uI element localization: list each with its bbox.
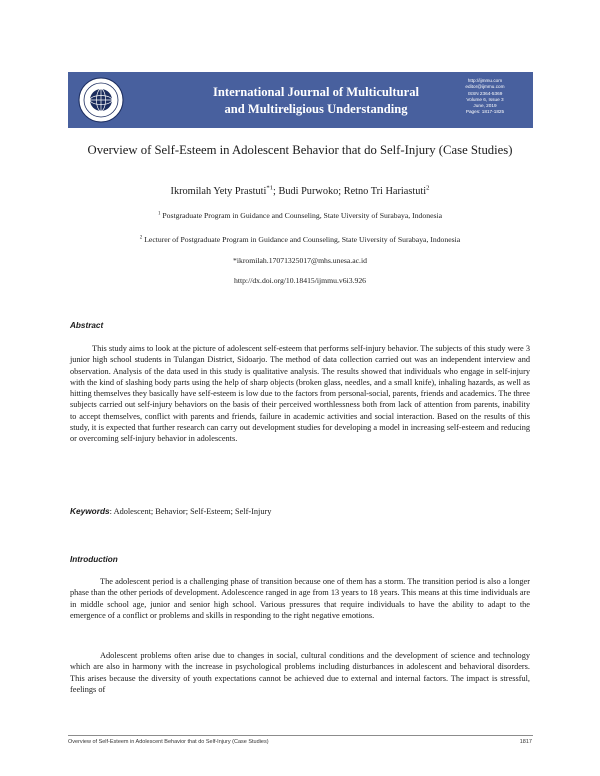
author-email[interactable]: *ikromilah.17071325017@mhs.unesa.ac.id: [233, 256, 367, 265]
introduction-paragraph-2: Adolescent problems often arise due to changes in social, cultural conditions and the development of science and technology which are also in harmony with the increase in psychological problems including disturbances in adolescent and behavioral disorders. This arises because the diversity of youth expectations cannot be achieved due to external and internal factors. The impact is stressful, feelings of: [70, 651, 530, 694]
paper-title: Overview of Self-Esteem in Adolescent Behavior that do Self-Injury (Case Studies): [87, 143, 513, 157]
author-name: Budi Purwoko: [278, 186, 339, 197]
introduction-paragraph-1: The adolescent period is a challenging phase of transition because one of them has a storm. The transition period is also a longer phase than the other periods of development. Adolescence ranged in age from 13 years to 18 years. This means at this time individuals are in middle school age, junior and senior high school. Various pressures that require individuals to have the ability to adapt to the emergence of a conflict or problems and skills in responding to the right negative emotions.: [70, 577, 530, 620]
journal-title-line-1: International Journal of Multicultural: [212, 85, 420, 99]
affiliation-2: [40, 235, 560, 244]
journal-title: [176, 84, 456, 118]
journal-date: June, 2019: [473, 103, 497, 109]
author-name: Ikromilah Yety Prastuti: [170, 186, 267, 197]
affiliation-1: [40, 211, 560, 220]
abstract-text: This study aims to look at the picture of adolescent self-esteem that performs self-injury behavior. The subjects of this study were 3 junior high school students in Tulangan District, Sidoarjo. The method of data collection carried out was an independent interview and observation. Analysis of the data used in this study is qualitative analysis. The results showed that individuals who engage in self-injury with the kind of slashing body parts using the help of sharp objects (broken glass, needles, and a small knife), inhaling hazards, as well as hitting themselves they basically have self-esteem is low due to the factors from personal-social, parents, friends and academics. The three subjects carried out self-injury behaviors on the basis of their perceived worthlessness both from lack of attention from parents, inability to accept themselves, conflict with parents and friends, failure in academic activities and social interaction. Based on the results of this study, it is expected that further research can carry out development studies for developing a model in increasing self-esteem and reducing or overcoming self-injury behavior in adolescents.: [70, 344, 530, 444]
journal-title-line-2: and Multireligious Understanding: [224, 102, 408, 116]
affiliation-mark: 1: [157, 211, 161, 217]
journal-email[interactable]: editor@ijmmu.com: [465, 84, 505, 90]
author-separator: ;: [273, 186, 279, 197]
abstract-heading: Abstract: [70, 321, 104, 330]
footer-divider: [68, 735, 533, 736]
journal-issn: ISSN 2364-5369: [467, 90, 503, 96]
journal-banner: [68, 72, 533, 128]
introduction-heading: Introduction: [70, 555, 118, 564]
author-list: [40, 186, 560, 197]
affiliation-text: Lecturer of Postgraduate Program in Guidance and Counseling, State Uiversity of Surabaya, Indonesia: [144, 235, 461, 244]
journal-url[interactable]: http://ijmmu.com: [467, 78, 503, 83]
keywords-label: Keywords: [70, 506, 110, 516]
author-mark: 2: [426, 184, 430, 192]
page-number: 1817: [519, 739, 532, 745]
journal-meta: [445, 78, 525, 116]
footer-running-title: Overview of Self-Esteem in Adolescent Behavior that do Self-Injury (Case Studies): [68, 739, 269, 745]
journal-volume: Volume 6, Issue 3: [466, 96, 504, 102]
affiliation-mark: 2: [139, 235, 143, 241]
doi-link[interactable]: http://dx.doi.org/10.18415/ijmmu.v6i3.926: [233, 276, 367, 285]
author-separator: ;: [338, 186, 344, 197]
author-name: Retno Tri Hariastuti: [343, 186, 427, 197]
keywords-line: [70, 506, 271, 516]
journal-logo-icon: [78, 77, 124, 123]
author-mark: *1: [266, 184, 274, 192]
journal-pages: Pages: 1817-1825: [465, 109, 505, 115]
keywords-text: : Adolescent; Behavior; Self-Esteem; Self-Injury: [109, 507, 272, 516]
affiliation-text: Postgraduate Program in Guidance and Counseling, State Uiversity of Surabaya, Indonesia: [162, 211, 443, 220]
